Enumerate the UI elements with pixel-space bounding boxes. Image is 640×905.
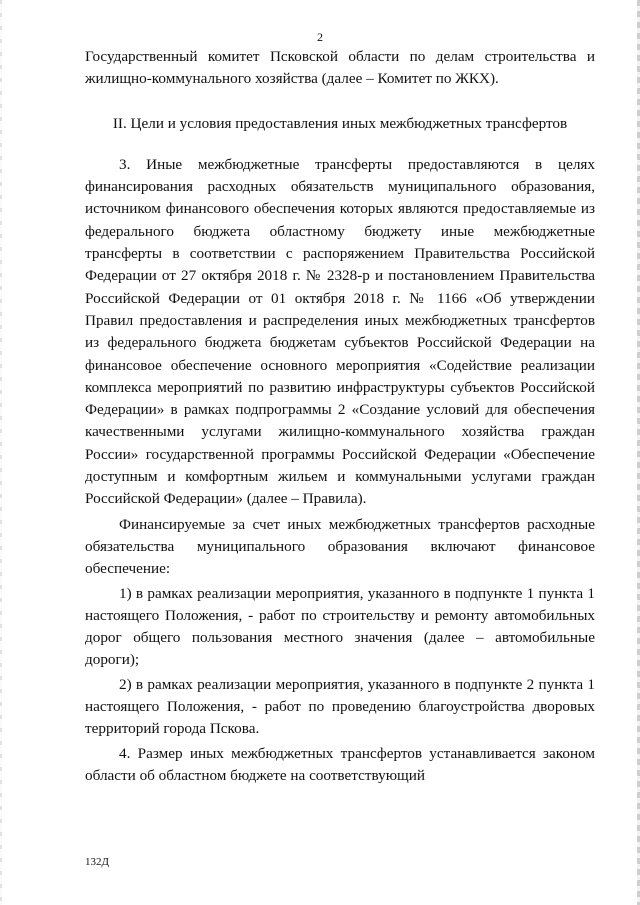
document-body [85,46,595,787]
section-heading-ii: II. Цели и условия предоставления иных межбюджетных трансфертов [112,114,568,132]
paragraph-item-2: 2) в рамках реализации мероприятия, указанного в подпункте 2 пункта 1 настоящего Положения, - работ по проведению благоустройства дворовых территорий города Пскова. [85,675,595,738]
scan-edge-left [0,0,2,905]
paragraph-committee-continuation: Государственный комитет Псковской области по делам строительства и жилищно-коммунального хозяйства (далее – Комитет по ЖКХ). [85,48,595,88]
paragraph-financed-obligations: Финансируемые за счет иных межбюджетных трансфертов расходные обязательства муниципального образования включают финансовое обеспечение: [85,515,595,578]
paragraph-item-1: 1) в рамках реализации мероприятия, указанного в подпункте 1 пункта 1 настоящего Положения, - работ по строительству и ремонту автомобильных дорог общего пользования местного значения (далее – автомобильные дороги); [85,584,595,669]
paragraph-3: 3. Иные межбюджетные трансферты предоставляются в целях финансирования расходных обязательств муниципального образования, источником финансового обеспечения которых являются предоставляемые из федерального бюджета областному бюджету иные межбюджетные трансферты в соответствии с распоряжением Правительства Российской Федерации от 27 октября 2018 г. № 2328-р и постановлением Правительства Российской Федерации от 01 октября 2018 г. № 1166 «Об утверждении Правил предоставления и распределения иных межбюджетных трансфертов из федерального бюджета бюджетам субъектов Российской Федерации на финансовое обеспечение основного мероприятия «Содействие реализации комплекса мероприятий по развитию инфраструктуры субъектов Российской Федерации» в рамках подпрограммы 2 «Создание условий для обеспечения качественными услугами жилищно-коммунального хозяйства граждан России» государственной программы Российской Федерации «Обеспечение доступным и комфортным жильем и коммунальными услугами граждан Российской Федерации» (далее – Правила). [85,155,595,508]
paragraph-4: 4. Размер иных межбюджетных трансфертов устанавливается законом области об областном бюджете на соответствующий [85,744,595,784]
footer-code: 132Д [85,856,110,868]
page-number: 2 [317,30,323,44]
